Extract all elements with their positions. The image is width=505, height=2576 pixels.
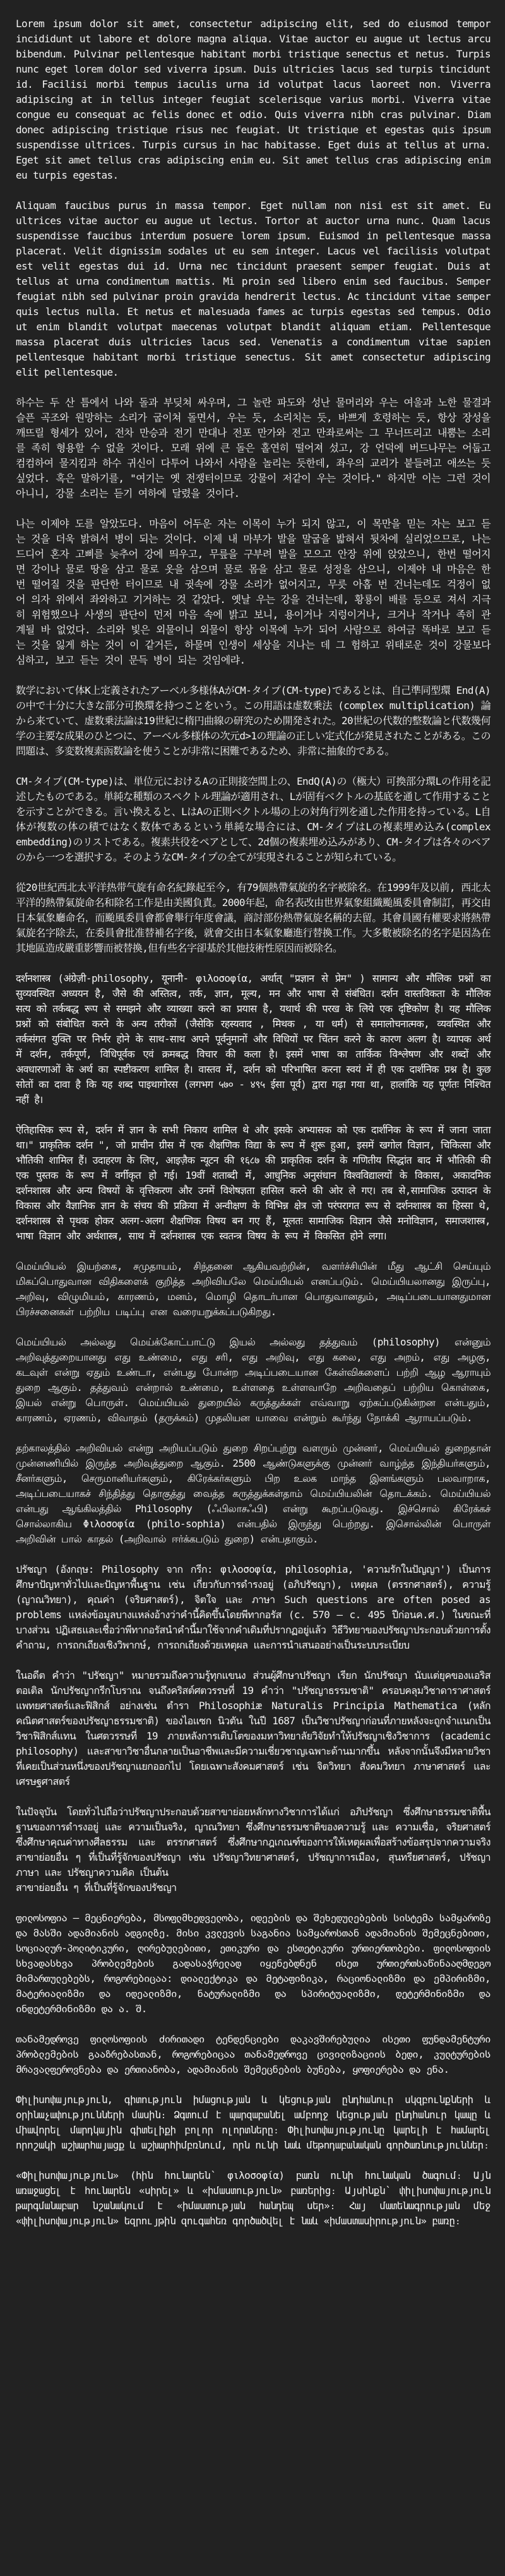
paragraph-tamil-philosophy-2: மெய்யியல் அல்லது மெய்க்கோட்பாட்டு இயல் அல்லது தத்துவம் (philosophy) என்னும் அறிவுத்துறையானது எது உண்மை, எது சரி, எது அறிவு, எது கலை, எது அறம், எது அழகு, கடவுள் என்று ஏதும் உண்டா, என்பது போன்ற அடிப்படையான கேள்விகளைப் பற்றி ஆழ ஆராயும் துறை ஆகும். தத்துவம் என்றால் உண்மை, உள்ளதை உள்ளவாறே அறிவதைப் பற்றிய கொள்கை, இயல் என்று பொருள். மெய்யியல் துறையில் கருத்துக்கள் எவ்வாறு ஏற்கப்படுகின்றன என்பதும், காரணம், ஏரணம், விவாதம் (தருக்கம்) முதலியன யாவை என்றும் கூர்ந்து நோக்கி ஆராயப்படும். bbox=[16, 1336, 490, 1424]
paragraph-tamil-philosophy-3: தற்காலத்தில் அறிவியல் என்று அறியப்படும் துறை சிறப்புற்று வளரும் முன்னர், மெய்யியல் துறைதான் முன்னணியில் இருந்த அறிவுத்துறை ஆகும். 2500 ஆண்டுகளுக்கு முன்னர் வாழ்ந்த இந்தியர்களும், சீனர்களும், செருமானியர்களும், கிரேக்கர்களும் பிற உலக மாந்த இனங்களும் பலவாறாக, அடிப்படையாகச் சிந்தித்து தொகுத்து வைத்த கருத்துக்கள்தாம் மெய்யியலின் தொடக்கம். மெய்யியல் என்பது ஆங்கிலத்தில் Philosophy (ஃபிலாசஃபி) என்று கூறப்படுவது. இச்சொல் கிரேக்கச் சொல்லாகிய Φιλοσοφία (philo-sophia) என்பதில் இருந்து பெற்றது. இசொல்லின் பொருள் அறிவின் பால் காதல் (அறிவால் ஈர்க்கபடும் துறை) என்பதாகும். bbox=[16, 1442, 490, 1545]
paragraph-korean-river-crossing-1: 하수는 두 산 틈에서 나와 돌과 부딪쳐 싸우며, 그 놀란 파도와 성난 물머리와 우는 여울과 노한 물결과 슬픈 곡조와 원망하는 소리가 굽이쳐 돌면서, 우는 듯, 소리치는 듯, 바쁘게 호령하는 듯, 항상 장성을 깨뜨릴 형세가 있어, 전차 만승과 전기 만대나 전포 만가와 전고 만좌로써는 그 무너뜨리고 내뿜는 소리를 족히 형용할 수 없을 것이다. 모래 위에 큰 돌은 홀연히 떨어져 섰고, 강 언덕에 버드나무는 어둡고 컴컴하여 물지킴과 하수 귀신이 다투어 나와서 사람을 놀리는 듯한데, 좌우의 교리가 붙들려고 애쓰는 듯싶었다. 혹은 말하기를, "여기는 옛 전쟁터이므로 강물이 저같이 우는 것이다." 하지만 이는 그런 것이 아니니, 강물 소리는 듣기 여하에 달렸을 것이다. bbox=[16, 397, 490, 499]
paragraph-hindi-philosophy-1: दर्शनशास्त्र (अंग्रेज़ी-philosophy, यूनानी- φιλοσοφία, अर्थात् "प्रज्ञान से प्रेम" ) सामान्य और मौलिक प्रश्नों का सुव्यवस्थित अध्ययन है, जैसे की अस्तित्व, तर्क, ज्ञान, मूल्य, मन और भाषा से संबंधित। दर्शन वास्तविकता के मौलिक सत्य को तर्कबद्ध रूप से समझने और व्याख्या करने का प्रयास है, यथार्थ की परख के लिये एक दृष्टिकोण है। यह मौलिक प्रश्नों को संबोधित करने के अन्य तरीकों (जैसेकि रहस्यवाद , मिथक , या धर्म) से समालोचनात्मक, व्यवस्थित और तर्कसंगत युक्ति पर निर्भर होने के साथ-साथ अपने पूर्वनुमानों और विधियों पर चिंतन करने के कारण अलग है। व्यापक अर्थ में दर्शन, तर्कपूर्ण, विधिपूर्वक एवं क्रमबद्ध विचार की कला है। इसमें भाषा का तार्किक विश्लेषण और शब्दों और अवधारणाओं के अर्थ का स्पष्टीकरण शामिल है। वास्तव में, दर्शन को परिभाषित करना स्वयं में ही एक दार्शनिक प्रश्न है। कुछ सोतों का दावा है कि यह शब्द पाइथागोरस (लगभग ५७० - ४९५ ईसा पूर्व) द्वारा गढ़ा गया था, हालांकि यह पूर्णतः निश्चित नहीं है। bbox=[16, 972, 490, 1106]
paragraph-armenian-philosophy-1: Փիլիսոփայություն, գիտություն իմացության և կեցության ընդհանուր սկզբունքների և օրինաչափությունների մասին։ Ձգտում է պարզաբանել ամբողջ կեցության ընդհանուր կապը և միավորել մարդկային գիտելիքի բոլոր ոլորտները։ Փիլիսոփայությունը կարելի է համարել որոշակի աշխարհայացք և աշխարհիմբռնում, որն ունի նաև մեթոդաբանական գործառնություններ։ bbox=[16, 2094, 490, 2151]
paragraph-georgian-philosophy-2: თანამედროვე ფილოსოფიის ძირითადი ტენდენციები დაკავშირებულია ისეთი ფუნდამენტური პრობლემების გააზრებასთან, როგორებიცაა თანამედროვე ცივილიზაციის ბედი, კულტურების მრავალფეროვნება და ერთიანობა, ადამიანის შემეცნების ბუნება, ყოფიერება და ენა. bbox=[16, 2033, 490, 2075]
paragraph-thai-philosophy-subfields-line: สาขาย่อยอื่น ๆ ที่เป็นที่รู้จักของปรัชญา bbox=[16, 1881, 177, 1893]
paragraph-thai-philosophy-1: ปรัชญา (อังกฤษ: Philosophy จาก กรีก: φιλοσοφία, philosophia, 'ความรักในปัญญา') เป็นการศึกษาปัญหาทั่วไปและปัญหาพื้นฐาน เช่น เกี่ยวกับการดำรงอยู่ (อภิปรัชญา), เหตุผล (ตรรกศาสตร์), ความรู้ (ญาณวิทยา), คุณค่า (จริยศาสตร์), จิตใจ และ ภาษา Such questions are often posed as problems แหล่งข้อมูลบางแหล่งอ้างว่าคำนี้คิดขึ้นโดยพีทากอรัส (c. 570 – c. 495 ปีก่อนค.ศ.) ในขณะที่บางส่วน ปฏิเสธและเชื่อว่าพีทากอรัสนำคำนี้มาใช้จากคำเดิมที่ปรากฏอยู่แล้ว วิธีวิทยาของปรัชญาประกอบด้วยการตั้งคำถาม, การถกเถียงเชิงวิพากษ์, การถกเถียงด้วยเหตุผล และการนำเสนออย่างเป็นระบบระเบียบ bbox=[16, 1563, 490, 1651]
paragraph-lorem-ipsum-1: Lorem ipsum dolor sit amet, consectetur adipiscing elit, sed do eiusmod tempor incididunt ut labore et dolore magna aliqua. Vitae auctor eu augue ut lectus arcu bibendum. Pulvinar pellentesque habitant morbi tristique senectus et netus. Turpis nunc eget lorem dolor sed viverra ipsum. Duis ultricies lacus sed turpis tincidunt id. Facilisi morbi tempus iaculis urna id volutpat lacus laoreet non. Viverra adipiscing at in tellus integer feugiat scelerisque varius morbi. Viverra vitae congue eu consequat ac felis donec et odio. Quis viverra nibh cras pulvinar. Diam donec adipiscing tristique risus nec feugiat. Ut tristique et egestas quis ipsum suspendisse ultrices. Turpis cursus in hac habitasse. Eget duis at tellus at urna. Eget sit amet tellus cras adipiscing enim eu. Sit amet tellus cras adipiscing enim eu turpis egestas. bbox=[16, 18, 490, 181]
paragraph-tamil-philosophy-1: மெய்யியல் இயற்கை, சமுதாயம், சிந்தனை ஆகியவற்றின், வளர்ச்சியின் மீது ஆட்சி செய்யும் மிகப்பொதுவான விதிகளைக் குறித்த அறிவியலே மெய்யியல் எனப்படும். மெய்யியலானது இருப்பு, அறிவு, விழுமியம், காரணம், மனம், மொழி தொடர்பான பொதுவானதும், அடிப்படையானதுமான பிரச்சனைகள் பற்றிய படிப்பு என வரையறுக்கப்படுகிறது. bbox=[16, 1260, 490, 1318]
paragraph-lorem-ipsum-2: Aliquam faucibus purus in massa tempor. Eget nullam non nisi est sit amet. Eu ultrices vitae auctor eu augue ut lectus. Tortor at auctor urna nunc. Quam lacus suspendisse faucibus interdum posuere lorem ipsum. Euismod in pellentesque massa placerat. Velit dignissim sodales ut eu sem integer. Lacus vel facilisis volutpat est velit egestas dui id. Urna nec tincidunt praesent semper feugiat. Duis at tellus at urna condimentum mattis. Mi proin sed libero enim sed faucibus. Semper feugiat nibh sed pulvinar proin gravida hendrerit lectus. Ac tincidunt vitae semper quis lectus nulla. Et netus et malesuada fames ac turpis egestas sed tempus. Odio ut enim blandit volutpat maecenas volutpat blandit aliquam etiam. Pellentesque massa placerat duis ultricies lacus sed. Venenatis a condimentum vitae sapien pellentesque habitant morbi tristique senectus. Sit amet consectetur adipiscing elit pellentesque. bbox=[16, 200, 490, 378]
paragraph-thai-philosophy-3: ในปัจจุบัน โดยทั่วไปถือว่าปรัชญาประกอบด้วยสาขาย่อยหลักทางวิชาการได้แก่ อภิปรัชญา ซึ่งศึกษาธรรมชาติพื้นฐานของการดำรงอยู่ และ ความเป็นจริง, ญาณวิทยา ซึ่งศึกษาธรรมชาติของความรู้ และ ความเชื่อ, จริยศาสตร์ ซึ่งศึกษาคุณค่าทางศีลธรรม และ ตรรกศาสตร์ ซึ่งศึกษากฎเกณฑ์ของการให้เหตุผลเพื่อสร้างข้อสรุปจากความจริง สาขาย่อยอื่น ๆ ที่เป็นที่รู้จักของปรัชญา เช่น ปรัชญาวิทยาศาสตร์, ปรัชญาการเมือง, สุนทรียศาสตร์, ปรัชญาภาษา และ ปรัชญาความคิด เป็นต้น bbox=[16, 1806, 490, 1878]
paragraph-georgian-philosophy-1: ფილოსოფია – მეცნიერება, მსოფლმხედველობა, იდეების და შეხედულებების სისტემა სამყაროზე და მასში ადამიანის ადგილზე. მისი კვლევის საგანია სამყაროსთან ადამიანის შემეცნებითი, სოციალურ-პოლიტიკური, ღირებულებითი, ეთიკური და ესთეტიკური ურთიერთობები. ფილოსოფიის სხვადასხვა პრობლემების გადასაჭრელად იყენებდნენ ისეთ ურთიერთსაწინააღმდეგო მიმართულებებს, როგორებიცაა: დიალექტიკა და მეტაფიზიკა, რაციონალიზმი და ემპირიზმი, მატერიალიზმი და იდეალიზმი, ნატურალიზმი და სპირიტუალიზმი, დეტერმინიზმი და ინდეტერმინიზმი და ა. შ. bbox=[16, 1912, 490, 2015]
paragraph-chinese-typhoon-names: 從20世紀西北太平洋热带气旋有命名紀錄起至今, 有79個熱帶氣旋的名字被除名。在1999年及以前, 西北太平洋的熱帶氣旋命名和除名工作是由美國負責。2000年起，命名表改由世界氣象組織颱風委員會制訂，再交由日本氣象廳命名，而颱風委員會都會舉行年度會議，商討部份熱帶氣旋名稱的去留。其會員國有權要求將熱帶氣旋名字除去，在委員會批准替補名字後，就會交由日本氣象廳進行替換工作。大多數被除名的名字是因為在其地區造成嚴重影響而被替換,但有些名字卻基於其他技術性原因而被除名。 bbox=[16, 881, 490, 954]
paragraph-japanese-cm-type-1: 数学において体K上定義されたアーベル多様体AがCM-タイプ(CM-type)であるとは、自己準同型環 End(A)の中で十分に大きな部分可換環を持つことをいう。この用語は虚数乗法 (complex multiplication) 論から来ていて、虚数乗法論は19世紀に楕円曲線の研究のため開発された。20世紀の代数的整数論と代数幾何学の主要な成果のひとつに、アーベル多様体の次元d>1の理論の正しい定式化が発見されたことがある。この問題は、多変数複素函数論を使うことが非常に困難であるため、非常に抽象的である。 bbox=[16, 684, 490, 757]
paragraph-armenian-philosophy-2: «Փիլիսոփայություն» (հին հունարեն՝ φιλοσοφία) բառն ունի հունական ծագում։ Այն առաջացել է հունարեն «սիրել» և «իմաստություն» բառերից։ Այսինքն՝ փիլիսոփայություն թարգմանաբար նշանակում է «իմաստության հանդեպ սեր»։ Հայ մատենագրության մեջ «փիլիսոփայություն» եզրույթին զուգահեռ գործածվել է նաև «իմաստասիրություն» բառը։ bbox=[16, 2169, 490, 2227]
paragraph-hindi-philosophy-2: ऐतिहासिक रूप से, दर्शन में ज्ञान के सभी निकाय शामिल थे और इसके अभ्यासक को एक दार्शनिक के रूप में जाना जाता था।" प्राकृतिक दर्शन ", जो प्राचीन ग्रीस में एक शैक्षणिक विद्या के रूप में शुरू हुआ, इसमें खगोल विज्ञान, चिकित्सा और भौतिकी शामिल हैं। उदाहरण के लिए, आइज़ैक न्यूटन की १६८७ की प्राकृतिक दर्शन के गणितीय सिद्धांत बाद में भौतिकी की एक पुस्तक के रूप में वर्गीकृत हो गई। 19वीं शताब्दी में, आधुनिक अनुसंधान विश्वविद्यालयों के विकास, अकादमिक दर्शनशास्त्र और अन्य विषयों के वृत्तिकरण और उनमें विशेषज्ञता हासिल करने की ओर ले गए। तब से,सामाजिक उत्पादन के विकास और वैज्ञानिक ज्ञान के संचय की प्रक्रिया में अन्वीक्षण के विभिन्न क्षेत्र जो परंपरागत रूप से दर्शनशास्त्र का हिस्सा थे, दर्शनशास्त्र से पृथक होकर अलग-अलग शैक्षणिक विषय बन गए हैं, मूलतः सामाजिक विज्ञान जैसे मनोविज्ञान, समाजशास्त्र, भाषा विज्ञान और अर्थशास्त्र, साथ में दर्शनशास्त्र एक स्वतन्त्र विषय के रूप में विकसित होने लगा। bbox=[16, 1124, 490, 1242]
paragraph-korean-river-crossing-2: 나는 이제야 도를 알았도다. 마음이 어두운 자는 이목이 누가 되지 않고, 이 목만을 믿는 자는 보고 듣는 것을 더욱 밝혀서 병이 되는 것이다. 이제 내 마부가 발을 말굽을 밟혀서 뒷차에 실리었으므로, 나는 드디어 혼자 고삐를 늦추어 강에 띄우고, 무릎을 구부려 발을 모으고 안장 위에 앉았으니, 한번 떨어지면 강이나 물로 땅을 삼고 물로 옷을 삼으며 물로 몸을 삼고 물로 성정을 삼으니, 이제야 내 마음은 한번 떨어질 것을 판단한 터이므로 내 귓속에 강물 소리가 없어지고, 무릇 아홉 번 건너는데도 걱정이 없어 의자 위에서 좌와하고 기거하는 것 같았다. 옛날 우는 강을 건너는데, 황룡이 배를 등으로 져서 지극히 위험했으나 사생의 판단이 먼저 마음 속에 밝고 보니, 용이거나 지렁이거나, 크거나 작거나 족히 관계될 바 없었다. 소리와 빛은 외물이니 외물이 항상 이목에 누가 되어 사람으로 하여금 똑바로 보고 듣는 것을 잃게 하는 것이 이 같거든, 하물며 인생이 세상을 지나는 데 그 험하고 위태로운 것이 강물보다 심하고, 보고 듣는 것이 문득 병이 되는 것임에랴. bbox=[16, 518, 490, 666]
paragraph-japanese-cm-type-2: CM-タイプ(CM-type)は、単位元におけるAの正則接空間上の、EndQ(A)の（極大）可換部分環Lの作用を記述したものである。単純な種類のスペクトル理論が適用され、Lが固有ベクトルの基底を通して作用することを示すことができる。言い換えると、LはAの正則ベクトル場の上の対角行列を通した作用を持っている。L自体が複数の体の積ではなく数体であるという単純な場合には、CM-タイプはLの複素埋め込み(complex embedding)のリストである。複素共役をペアとして、2d個の複素埋め込みがあり、CM-タイプは各々のペアのから一つを選択する。そのようなCM-タイプの全てが実現されることが知られている。 bbox=[16, 775, 490, 863]
paragraph-thai-philosophy-2: ในอดีต คำว่า "ปรัชญา" หมายรวมถึงความรู้ทุกแขนง ส่วนผู้ศึกษาปรัชญา เรียก นักปรัชญา นับแต่ยุคของแอริสตอเติล นักปรัชญากรีกโบราณ จนถึงคริสต์ศตวรรษที่ 19 คำว่า "ปรัชญาธรรมชาติ" ครอบคลุมวิชาดาราศาสตร์ แพทยศาสตร์และฟิสิกส์ อย่างเช่น ตำรา Philosophiæ Naturalis Principia Mathematica (หลักคณิตศาสตร์ของปรัชญาธรรมชาติ) ของไอแซก นิวตัน ในปี 1687 เป็นวิชาปรัชญาก่อนที่ภายหลังจะถูกจำแนกเป็นวิชาฟิสิกส์แทน ในศตวรรษที่ 19 ภายหลังการเติบโตของมหาวิทยาลัยวิจัยทำให้ปรัชญาเชิงวิชาการ (academic philosophy) และสาขาวิชาอื่นกลายเป็นอาชีพและมีความเชี่ยวชาญเฉพาะด้านมากขึ้น หลังจากนั้นจึงมีหลายวิชาที่เคยเป็นส่วนหนึ่งของปรัชญาแยกออกไป โดยเฉพาะสังคมศาสตร์ เช่น จิตวิทยา สังคมวิทยา ภาษาศาสตร์ และเศรษฐศาสตร์ bbox=[16, 1669, 490, 1787]
